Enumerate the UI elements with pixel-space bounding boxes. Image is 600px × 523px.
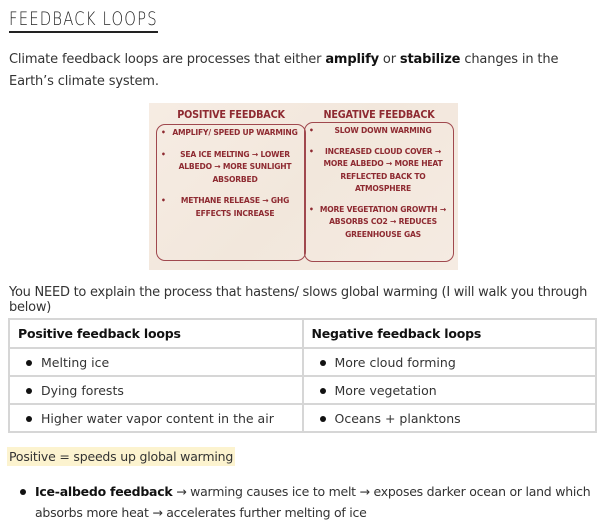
bullet-icon bbox=[320, 388, 326, 394]
bullet-icon: • bbox=[309, 126, 314, 135]
table-header-row bbox=[9, 319, 596, 348]
table-row bbox=[9, 348, 596, 376]
figure-list-item: • SEA ICE MELTING → LOWER ALBEDO → MORE SUNLIGHT ABSORBED bbox=[161, 149, 301, 187]
table-row bbox=[9, 376, 596, 404]
intro-bold-amplify: amplify bbox=[325, 52, 379, 67]
table-cell: More cloud forming bbox=[303, 348, 597, 376]
table-row bbox=[9, 404, 596, 432]
ice-albedo-term: Ice-albedo feedback bbox=[35, 484, 173, 499]
intro-bold-stabilize: stabilize bbox=[399, 52, 461, 67]
highlighted-definition: Positive = speeds up global warming bbox=[9, 449, 234, 464]
ice-albedo-text: → warming causes ice to melt → exposes darker ocean or land which absorbs more heat → accelerates further melting of ice bbox=[35, 484, 591, 520]
figure-list-item: • SLOW DOWN WARMING bbox=[309, 125, 449, 138]
bullet-icon: • bbox=[161, 128, 166, 137]
header-positive: Positive feedback loops bbox=[9, 319, 303, 348]
feedback-loops-table bbox=[8, 318, 597, 433]
instruction-text: You NEED to explain the process that hastens/ slows global warming (I will walk you through below) bbox=[9, 285, 588, 315]
bullet-icon: • bbox=[161, 196, 166, 205]
bullet-icon bbox=[26, 388, 32, 394]
bullet-icon bbox=[320, 416, 326, 422]
bullet-icon: • bbox=[309, 146, 314, 156]
table-cell: Dying forests bbox=[9, 376, 303, 404]
table-cell: Oceans + planktons bbox=[303, 404, 597, 432]
negative-feedback-box bbox=[304, 122, 454, 262]
bullet-icon bbox=[26, 360, 32, 366]
table-cell: More vegetation bbox=[303, 376, 597, 404]
feedback-infographic bbox=[149, 103, 458, 270]
intro-text: changes in the Earth’s climate system. bbox=[9, 52, 559, 89]
bullet-icon: • bbox=[161, 149, 166, 159]
positive-feedback-panel bbox=[156, 103, 306, 261]
figure-list-item: • INCREASED CLOUD COVER → MORE ALBEDO → MORE HEAT REFLECTED BACK TO ATMOSPHERE bbox=[309, 146, 449, 196]
figure-list-item: • METHANE RELEASE → GHG EFFECTS INCREASE bbox=[161, 195, 301, 220]
intro-text: Climate feedback loops are processes that either bbox=[9, 52, 326, 67]
negative-feedback-panel bbox=[304, 103, 454, 262]
table-cell: Melting ice bbox=[9, 348, 303, 376]
positive-feedback-box bbox=[156, 124, 306, 261]
negative-feedback-heading: NEGATIVE FEEDBACK bbox=[323, 109, 435, 121]
bullet-icon bbox=[26, 416, 32, 422]
intro-text: or bbox=[378, 52, 400, 67]
bullet-icon bbox=[20, 489, 26, 495]
table-cell: Higher water vapor content in the air bbox=[9, 404, 303, 432]
bullet-icon: • bbox=[309, 204, 314, 214]
figure-list-item: • MORE VEGETATION GROWTH → ABSORBS CO2 → REDUCES GREENHOUSE GAS bbox=[309, 204, 449, 242]
figure-list-item: • AMPLIFY/ SPEED UP WARMING bbox=[161, 127, 301, 140]
intro-paragraph bbox=[9, 49, 594, 93]
positive-feedback-heading: POSITIVE FEEDBACK bbox=[177, 109, 285, 121]
header-negative: Negative feedback loops bbox=[303, 319, 597, 348]
page-title: FEEDBACK LOOPS bbox=[9, 8, 158, 33]
bullet-icon bbox=[320, 360, 326, 366]
ice-albedo-bullet bbox=[20, 481, 600, 523]
